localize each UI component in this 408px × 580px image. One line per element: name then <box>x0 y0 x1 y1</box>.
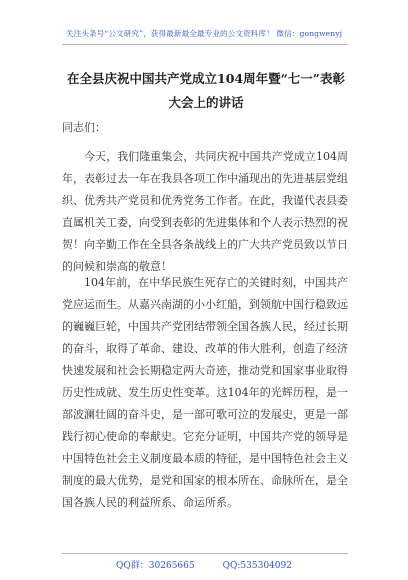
salutation: 同志们： <box>62 121 106 134</box>
header-divider <box>62 44 348 45</box>
paragraph-2: 104年前，在中华民族生死存亡的关键时刻，中国共产党应运而生。从嘉兴南湖的小小红船，到领航中国行稳致远的巍巍巨轮，中国共产党团结带领全国各族人民，经过长期的奋斗，取得了革命、建设、改革的伟大胜利，创造了经济快速发展和社会长期稳定两大奇迹，推动党和国家事业取得历史性成就、发生历史性变革。这104年的光辉历程，是一部波澜壮阔的奋斗史，是一部可歌可泣的发展史，更是一部践行初心使命的奉献史。它充分证明，中国共产党的领导是中国特色社会主义制度最本质的特征，是中国特色社会主义制度的最大优势，是党和国家的根本所在、命脉所在，是全国各族人民的利益所系、命运所系。 <box>62 276 348 509</box>
document-title: 在全县庆祝中国共产党成立104周年暨“七一”表彰大会上的讲话 <box>67 71 345 110</box>
qq-group-number: QQ群：30265665 <box>116 561 195 571</box>
qq-number: QQ:535304092 <box>222 561 292 571</box>
header-note: 关注头条号“公文研究”，获得最新最全最专业的公文资料库！ 微信：gongwenyj <box>65 29 343 38</box>
paragraph-1: 今天，我们隆重集会，共同庆祝中国共产党成立104周年，表彰过去一年在我县各项工作中涌现出的先进基层党组织、优秀共产党员和优秀党务工作者。在此，我谨代表县委直属机关工委，向受到表彰的先进集体和个人表示热烈的祝贺！向辛勤工作在全县各条战线上的广大共产党员致以节日的问候和崇高的敬意！ <box>62 150 348 273</box>
footer-contacts <box>0 558 408 571</box>
footer-divider <box>62 553 348 554</box>
